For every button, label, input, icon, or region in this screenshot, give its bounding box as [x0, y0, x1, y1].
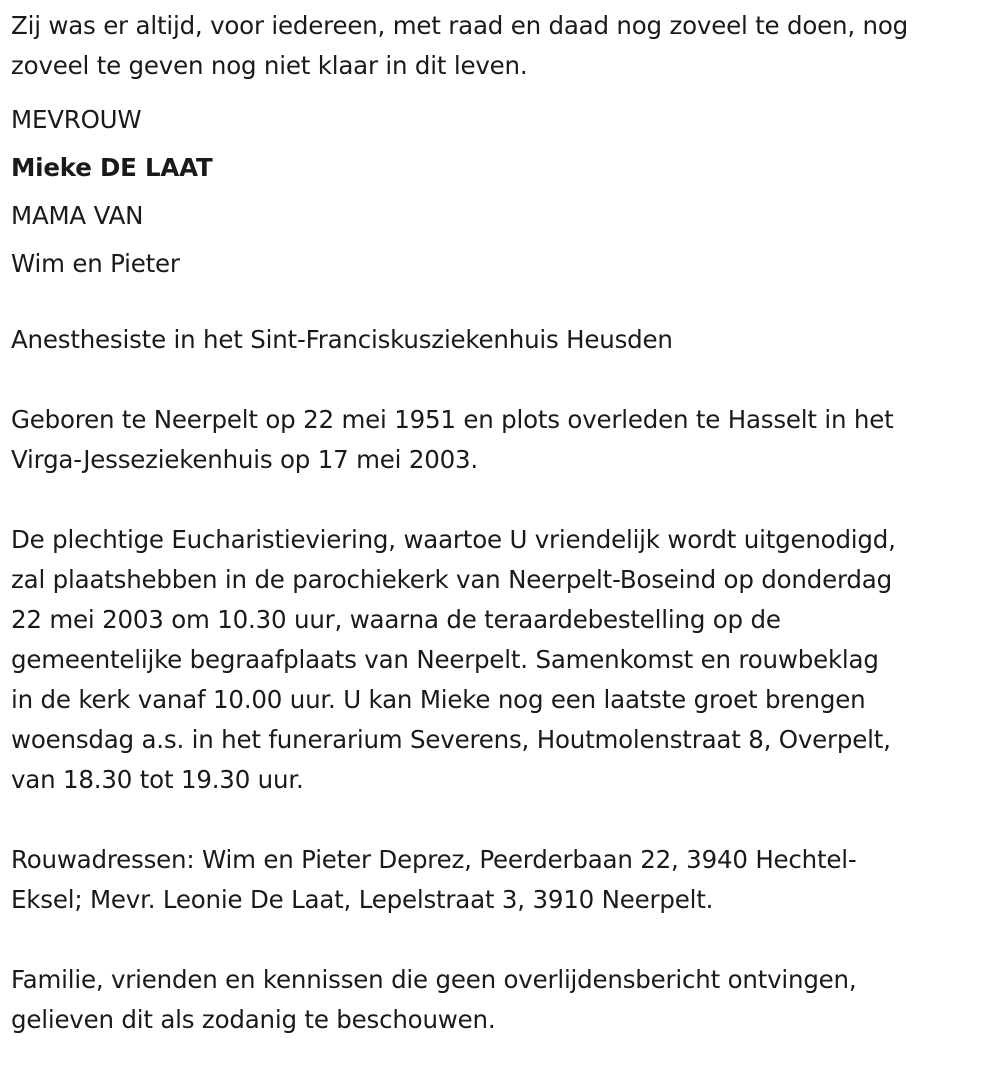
- spacer: [11, 480, 1000, 520]
- spacer: [11, 360, 1000, 400]
- children-names: Wim en Pieter: [11, 249, 180, 278]
- addresses-text: Rouwadressen: Wim en Pieter Deprez, Peerderbaan 22, 3940 Hechtel- Eksel; Mevr. Leonie De Laat, Lepelstraat 3, 3910 Neerpelt.: [11, 845, 857, 914]
- spacer: [11, 920, 1000, 960]
- opening-text: Zij was er altijd, voor iedereen, met raad en daad nog zoveel te doen, nog zoveel te geven nog niet klaar in dit leven.: [11, 11, 908, 80]
- ceremony-text: De plechtige Eucharistieviering, waartoe U vriendelijk wordt uitgenodigd, zal plaatshebben in de parochiekerk van Neerpelt-Boseind op donderdag 22 mei 2003 om 10.30 uur, waarna de teraardebestelling op de gemeentelijke begraafplaats van Neerpelt. Samenkomst en rouwbeklag in de kerk vanaf 10.00 uur. U kan Mieke nog een laatste groet brengen woensdag a.s. in het funerarium Severens, Houtmolenstraat 8, Overpelt, van 18.30 tot 19.30 uur.: [11, 525, 896, 794]
- spacer: [11, 800, 1000, 840]
- occupation-text: Anesthesiste in het Sint-Franciskusziekenhuis Heusden: [11, 325, 673, 354]
- deceased-name: Mieke DE LAAT: [11, 153, 213, 182]
- birth-death-text: Geboren te Neerpelt op 22 mei 1951 en plots overleden te Hasselt in het Virga-Jesseziekenhuis op 17 mei 2003.: [11, 405, 894, 474]
- spacer: [11, 288, 1000, 320]
- title-line: MEVROUW: [11, 105, 142, 134]
- relation-line: MAMA VAN: [11, 201, 144, 230]
- closing-text: Familie, vrienden en kennissen die geen overlijdensbericht ontvingen, gelieven dit als zodanig te beschouwen.: [11, 965, 857, 1034]
